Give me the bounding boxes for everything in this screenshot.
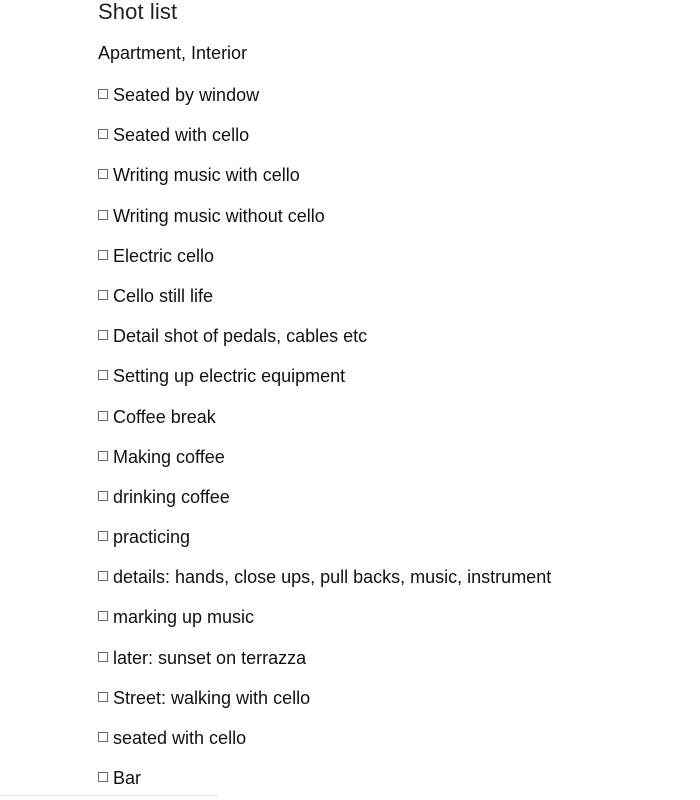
checklist-item-label: Detail shot of pedals, cables etc <box>113 326 368 347</box>
checklist-item-label: Coffee break <box>113 406 216 427</box>
checkbox[interactable] <box>98 772 108 782</box>
checklist-item-label: seated with cello <box>113 728 247 748</box>
divider <box>0 795 218 796</box>
checkbox[interactable] <box>98 370 108 380</box>
checkbox[interactable] <box>98 451 108 461</box>
checkbox[interactable] <box>98 330 108 340</box>
checkbox[interactable] <box>98 210 108 220</box>
checklist-item-label: Making coffee <box>113 446 225 467</box>
checklist-item-label: Seated by window <box>113 85 260 105</box>
checklist-item-label: marking up music <box>113 607 255 628</box>
checklist-item-label: Street: walking with cello <box>113 687 311 708</box>
checkbox[interactable] <box>98 491 108 501</box>
checklist-item <box>98 485 551 525</box>
checklist-item-label: Writing music without cello <box>113 205 325 226</box>
checklist-item <box>98 405 551 445</box>
checklist-item <box>98 525 551 565</box>
checklist-item <box>98 565 551 605</box>
checklist-item-label: Writing music with cello <box>113 165 300 186</box>
checklist-item-label: Seated with cello <box>113 125 250 146</box>
checklist-item-label: practicing <box>113 527 191 548</box>
checkbox[interactable] <box>98 411 108 421</box>
checklist-item-label: Setting up electric equipment <box>113 366 346 387</box>
checklist-item <box>98 284 551 324</box>
checkbox[interactable] <box>98 732 108 742</box>
checklist-item <box>98 244 551 284</box>
checklist-item <box>98 324 551 364</box>
checklist-item <box>98 605 551 645</box>
section-heading: Apartment, Interior <box>98 43 248 63</box>
checklist-item-label: Cello still life <box>113 285 214 306</box>
page-title: Shot list <box>98 0 178 24</box>
checkbox[interactable] <box>98 531 108 541</box>
checkbox[interactable] <box>98 250 108 260</box>
checklist-item <box>98 204 551 244</box>
checklist-item <box>98 726 551 766</box>
checklist-item <box>98 163 551 203</box>
checklist-item <box>98 646 551 686</box>
checklist-item-label: later: sunset on terrazza <box>113 647 307 668</box>
checklist-item <box>98 686 551 726</box>
checkbox[interactable] <box>98 129 108 139</box>
checkbox[interactable] <box>98 652 108 662</box>
checklist-item-label: Electric cello <box>113 245 215 266</box>
checkbox[interactable] <box>98 169 108 179</box>
checkbox[interactable] <box>98 290 108 300</box>
checkbox[interactable] <box>98 692 108 702</box>
checklist-item <box>98 83 551 123</box>
checkbox[interactable] <box>98 611 108 621</box>
checklist-item-label: details: hands, close ups, pull backs, music, instrument <box>113 567 552 588</box>
checkbox[interactable] <box>98 571 108 581</box>
checkbox[interactable] <box>98 89 108 99</box>
checklist-item-label: drinking coffee <box>113 486 230 507</box>
checklist-item <box>98 445 551 485</box>
checklist <box>98 83 551 800</box>
checklist-item-label: Bar <box>113 768 142 789</box>
checklist-item <box>98 364 551 404</box>
checklist-item <box>98 123 551 163</box>
